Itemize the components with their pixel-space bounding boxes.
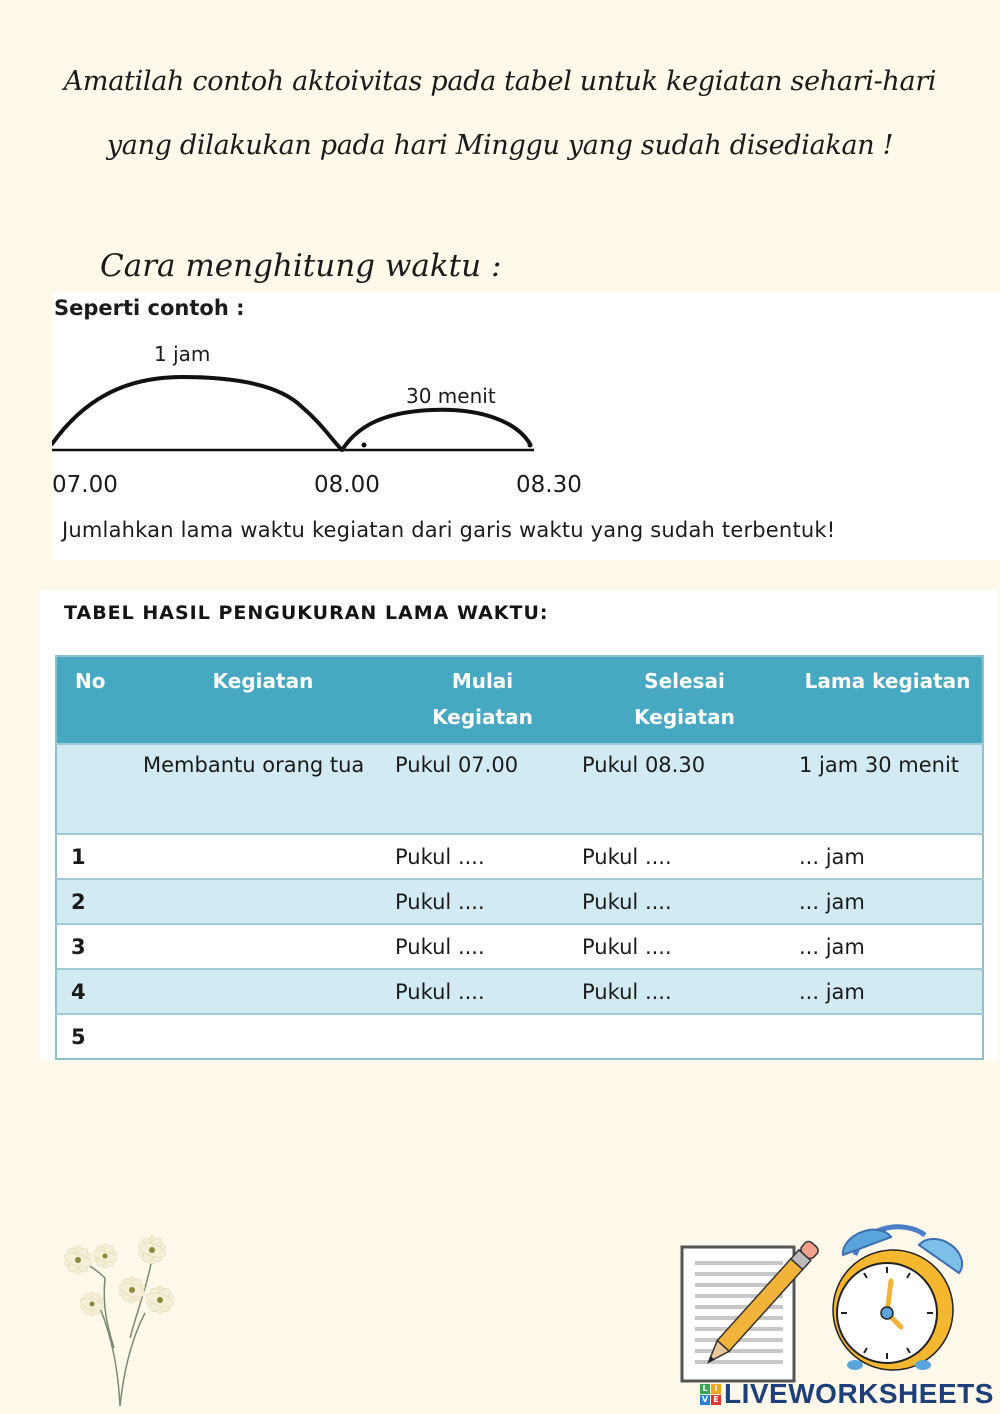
cell-selesai[interactable]: Pukul .... xyxy=(576,834,793,879)
header-mulai-line-1: Mulai xyxy=(451,669,514,693)
header-selesai-line-1: Selesai xyxy=(644,669,725,693)
cell-lama[interactable]: ... jam xyxy=(793,879,983,924)
cell-lama[interactable]: ... jam xyxy=(793,834,983,879)
cell-no: 5 xyxy=(56,1014,137,1059)
results-table xyxy=(55,655,984,1060)
cell-mulai[interactable]: Pukul .... xyxy=(389,879,576,924)
header-lama-kegiatan: Lama kegiatan xyxy=(793,656,983,744)
time-label-middle: 08.00 xyxy=(314,472,380,498)
table-title: TABEL HASIL PENGUKURAN LAMA WAKTU: xyxy=(64,602,549,624)
instruction-line-2: yang dilakukan pada hari Minggu yang sudah disediakan ! xyxy=(106,130,894,161)
table-row xyxy=(56,879,983,924)
timeline-example xyxy=(52,292,1000,560)
table-row xyxy=(56,834,983,879)
cell-kegiatan[interactable] xyxy=(137,1014,389,1059)
logo-letter: V xyxy=(701,1394,709,1404)
cell-mulai[interactable]: Pukul .... xyxy=(389,969,576,1014)
arc-label-1-jam: 1 jam xyxy=(154,342,211,366)
notepad-icon xyxy=(682,1247,794,1381)
cell-selesai: Pukul 08.30 xyxy=(576,744,793,834)
cell-no: 3 xyxy=(56,924,137,969)
time-label-start: 07.00 xyxy=(52,472,118,498)
header-no: No xyxy=(56,656,137,744)
header-kegiatan: Kegiatan xyxy=(137,656,389,744)
liveworksheets-logo xyxy=(700,1378,994,1410)
logo-letter: L xyxy=(700,1384,710,1394)
cell-selesai[interactable] xyxy=(576,1014,793,1059)
logo-text: LIVEWORKSHEETS xyxy=(724,1378,994,1409)
instruction-line-1: Amatilah contoh aktoivitas pada tabel untuk kegiatan sehari-hari xyxy=(63,66,937,97)
cell-mulai[interactable]: Pukul .... xyxy=(389,924,576,969)
table-header-row xyxy=(56,656,983,744)
example-title: Seperti contoh : xyxy=(54,296,245,320)
results-table-card xyxy=(40,590,998,1060)
cell-no: 4 xyxy=(56,969,137,1014)
cell-lama[interactable]: ... jam xyxy=(793,969,983,1014)
logo-letter: I xyxy=(711,1384,721,1394)
cell-selesai[interactable]: Pukul .... xyxy=(576,969,793,1014)
cell-no: 1 xyxy=(56,834,137,879)
table-row xyxy=(56,969,983,1014)
header-selesai-line-2: Kegiatan xyxy=(634,705,735,729)
header-mulai-line-2: Kegiatan xyxy=(432,705,533,729)
subheading: Cara menghitung waktu : xyxy=(100,248,502,284)
cell-kegiatan[interactable] xyxy=(137,924,389,969)
cell-kegiatan[interactable] xyxy=(137,879,389,924)
time-label-end: 08.30 xyxy=(516,472,582,498)
cell-no xyxy=(56,744,137,834)
cell-kegiatan[interactable] xyxy=(137,834,389,879)
cell-lama[interactable]: ... jam xyxy=(793,924,983,969)
instruction-text xyxy=(0,50,1000,178)
cell-lama: 1 jam 30 menit xyxy=(793,744,983,834)
table-row xyxy=(56,1014,983,1059)
logo-blocks-icon xyxy=(700,1384,721,1405)
example-note: Jumlahkan lama waktu kegiatan dari garis waktu yang sudah terbentuk! xyxy=(62,518,836,542)
arc-label-30-menit: 30 menit xyxy=(406,384,496,408)
cell-kegiatan[interactable] xyxy=(137,969,389,1014)
clipart-notepad-clock xyxy=(675,1205,995,1385)
table-row-example xyxy=(56,744,983,834)
cell-mulai[interactable] xyxy=(389,1014,576,1059)
cell-kegiatan: Membantu orang tua xyxy=(137,744,389,834)
cell-selesai[interactable]: Pukul .... xyxy=(576,879,793,924)
header-mulai-kegiatan xyxy=(389,656,576,744)
flowers-icon xyxy=(50,1228,190,1408)
cell-lama[interactable] xyxy=(793,1014,983,1059)
table-row xyxy=(56,924,983,969)
cell-no: 2 xyxy=(56,879,137,924)
cell-mulai[interactable]: Pukul .... xyxy=(389,834,576,879)
header-selesai-kegiatan xyxy=(576,656,793,744)
alarm-clock-icon xyxy=(833,1227,962,1370)
timeline-arcs xyxy=(52,332,612,462)
logo-letter: E xyxy=(711,1395,721,1405)
cell-selesai[interactable]: Pukul .... xyxy=(576,924,793,969)
cell-mulai: Pukul 07.00 xyxy=(389,744,576,834)
